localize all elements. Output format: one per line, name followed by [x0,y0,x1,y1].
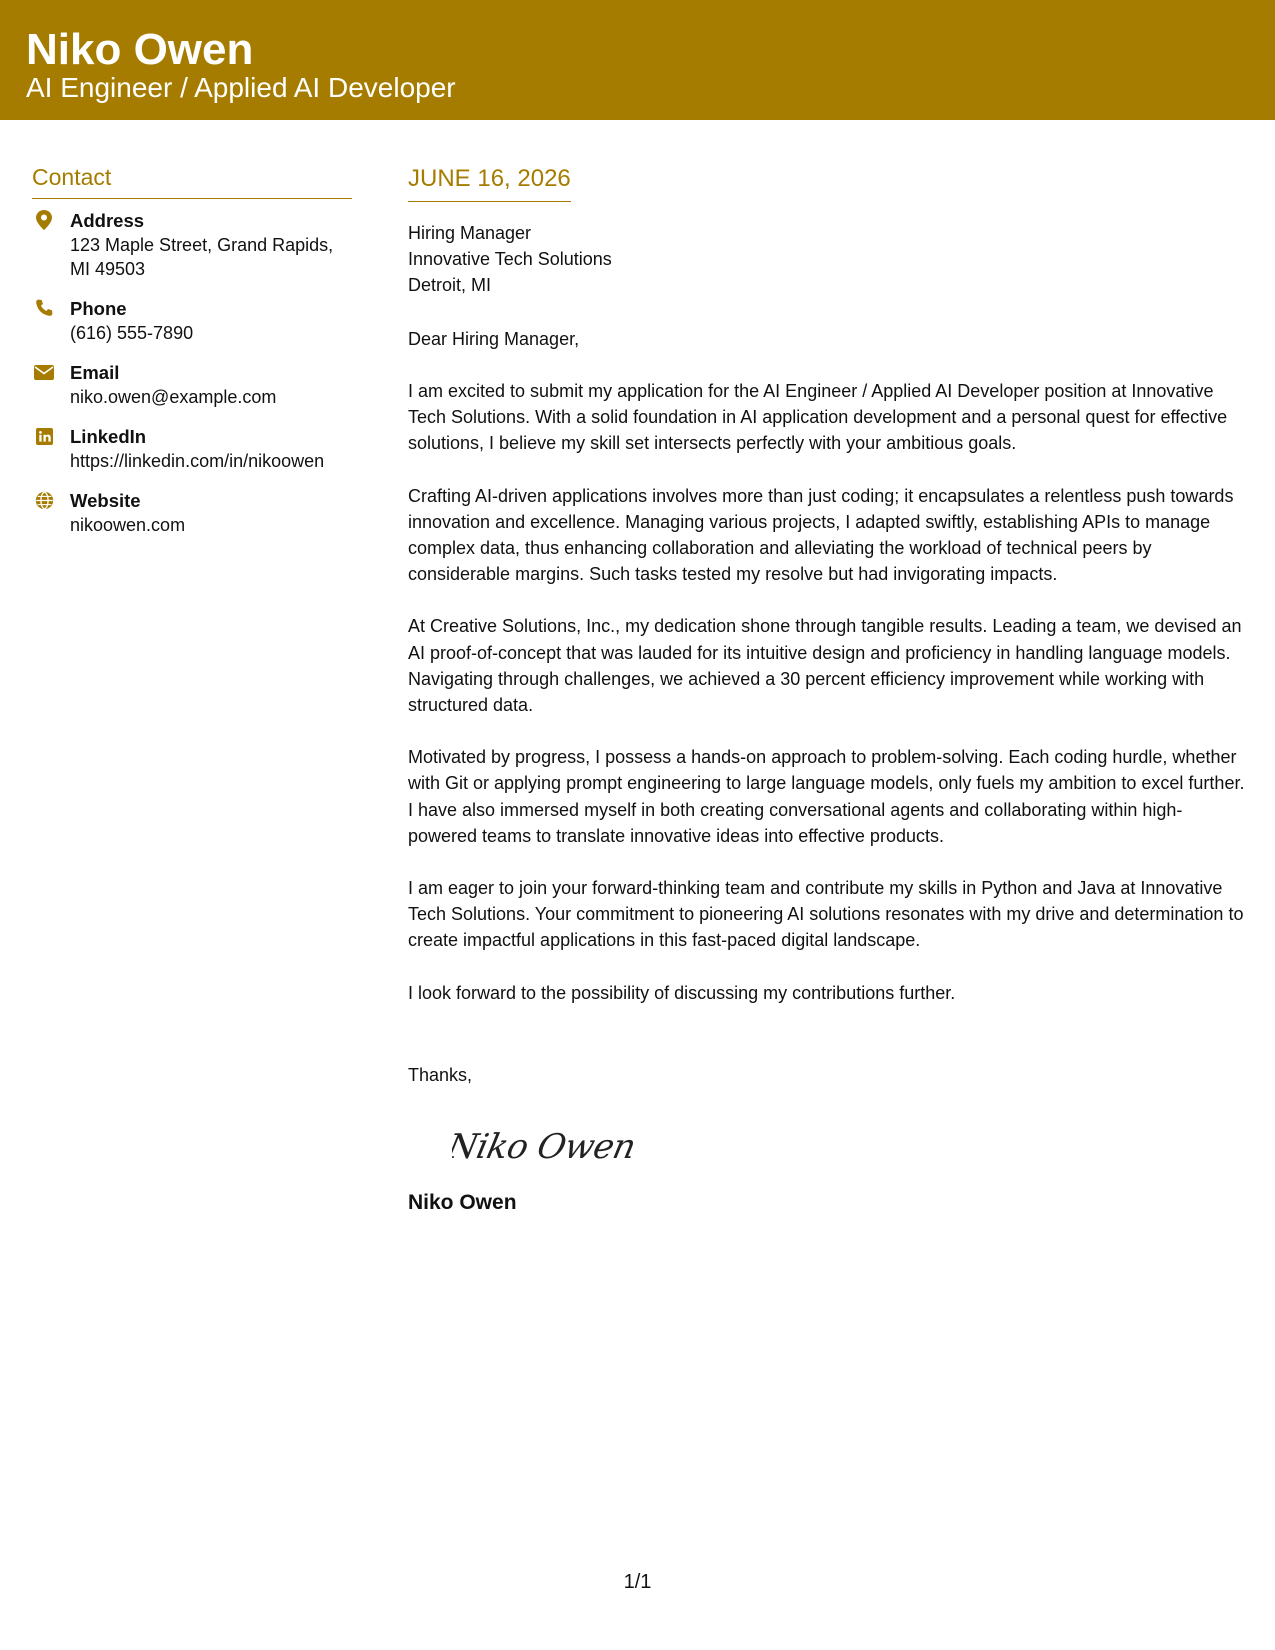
contact-title: Contact [32,160,352,199]
handwritten-signature [452,1118,1248,1174]
header-banner [0,0,1275,120]
page-number: 1/1 [623,1571,652,1593]
contact-sidebar [32,160,352,553]
letter-paragraph: At Creative Solutions, Inc., my dedication shone through tangible results. Leading a team, we devised an AI proof-of-concept that was lauded for its intuitive design and proficiency in handling language models. Navigating through challenges, we achieved a 30 percent efficiency improvement while working with structured data. [408,616,1242,716]
contact-label-phone: Phone [70,298,127,319]
website-value[interactable]: nikoowen.com [70,515,186,535]
applicant-name: Niko Owen [26,25,254,74]
closing: Thanks, [408,1064,473,1085]
contact-item-linkedin [32,425,352,473]
applicant-role: AI Engineer / Applied AI Developer [26,72,456,103]
envelope-icon [34,362,54,382]
svg-text:Niko Owen: Niko Owen [452,1127,639,1167]
recipient-line: Hiring Manager [408,223,532,243]
letter-paragraph: Motivated by progress, I possess a hands-on approach to problem-solving. Each coding hurdle, whether with Git or applying prompt engineering to large language models, only fuels my ambition to excel further. I have also immersed myself in both creating conversational agents and collaborating within high-powered teams to translate innovative ideas into effective products. [408,747,1245,846]
recipient-line: Detroit, MI [408,275,492,295]
phone-value: (616) 555-7890 [70,323,194,343]
contact-item-email [32,361,352,409]
email-value: niko.owen@example.com [70,387,277,407]
letter-paragraph: I look forward to the possibility of discussing my contributions further. [408,982,956,1003]
phone-icon [34,298,54,318]
signer-name: Niko Owen [408,1190,517,1214]
salutation: Dear Hiring Manager, [408,329,580,349]
letter-date: JUNE 16, 2026 [408,162,571,202]
contact-list [32,209,352,537]
letter-paragraph: Crafting AI-driven applications involves more than just coding; it encapsulates a relentless push towards innovation and excellence. Managing various projects, I adapted swiftly, establishing APIs to manage complex data, thus enhancing collaboration and alleviating the workload of technical peers by considerable margins. Such tasks tested my resolve but had invigorating impacts. [408,485,1234,585]
letter-body [408,162,1248,1218]
contact-item-phone [32,297,352,345]
address-line-1: 123 Maple Street, Grand Rapids, [70,235,334,255]
contact-item-address [32,209,352,281]
linkedin-icon [34,426,54,446]
globe-icon [34,490,54,510]
letter-paragraph: I am eager to join your forward-thinking team and contribute my skills in Python and Java at Innovative Tech Solutions. Your commitment to pioneering AI solutions resonates with my drive and determination to create impactful applications in this fast-paced digital landscape. [408,878,1244,951]
recipient-line: Innovative Tech Solutions [408,249,612,269]
contact-label-linkedin: LinkedIn [70,426,147,447]
map-pin-icon [34,210,54,230]
linkedin-value[interactable]: https://linkedin.com/in/nikoowen [70,451,325,471]
contact-label-address: Address [70,210,145,231]
recipient-block [408,220,1248,298]
contact-item-website [32,489,352,537]
address-line-2: MI 49503 [70,259,146,279]
contact-label-email: Email [70,362,120,383]
contact-label-website: Website [70,490,141,511]
letter-paragraph: I am excited to submit my application for the AI Engineer / Applied AI Developer position at Innovative Tech Solutions. With a solid foundation in AI application development and a personal quest for effective solutions, I believe my skill set intersects perfectly with your ambitious goals. [408,381,1228,454]
